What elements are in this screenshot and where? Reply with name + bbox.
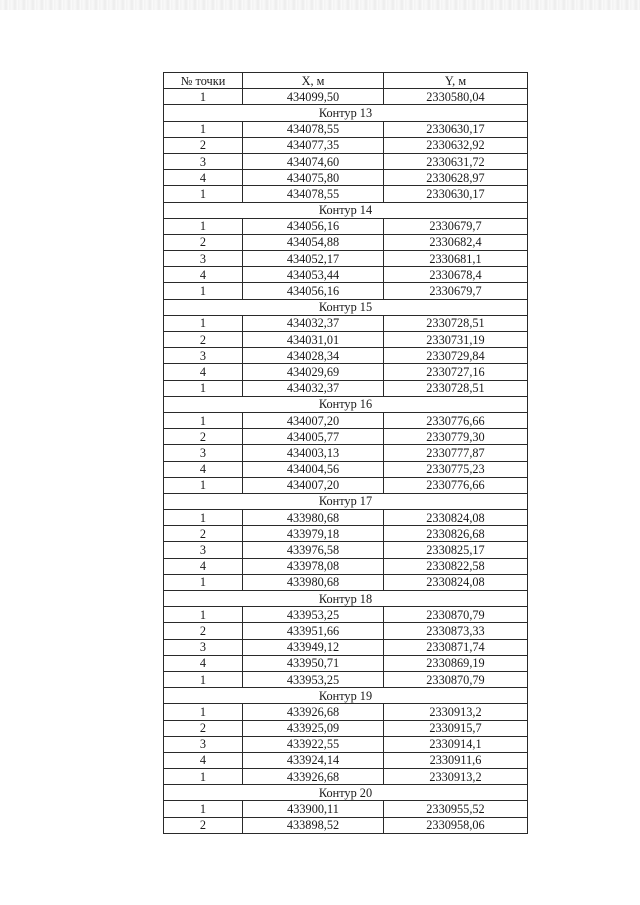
x-coordinate-cell: 433976,58 [243,542,384,558]
point-number-cell: 2 [164,623,243,639]
table-row [164,348,528,364]
table-row [164,639,528,655]
y-coordinate-cell: 2330777,87 [384,445,528,461]
table-row [164,558,528,574]
point-number-cell: 1 [164,283,243,299]
point-number-cell: 4 [164,461,243,477]
point-number-cell: 1 [164,121,243,137]
point-number-cell: 1 [164,801,243,817]
point-number-cell: 2 [164,234,243,250]
y-coordinate-cell: 2330779,30 [384,429,528,445]
point-number-cell: 3 [164,542,243,558]
x-coordinate-cell: 434032,37 [243,315,384,331]
table-row [164,186,528,202]
point-number-cell: 1 [164,218,243,234]
x-coordinate-cell: 434056,16 [243,218,384,234]
point-number-cell: 3 [164,736,243,752]
y-coordinate-cell: 2330914,1 [384,736,528,752]
y-coordinate-cell: 2330731,19 [384,332,528,348]
x-coordinate-cell: 433980,68 [243,574,384,590]
point-number-cell: 2 [164,332,243,348]
x-coordinate-cell: 434004,56 [243,461,384,477]
table-row [164,380,528,396]
table-row [164,752,528,768]
table-header-row [164,73,528,89]
y-coordinate-cell: 2330824,08 [384,510,528,526]
x-coordinate-cell: 434074,60 [243,153,384,169]
contour-row [164,299,528,315]
x-coordinate-cell: 434005,77 [243,429,384,445]
x-coordinate-cell: 433978,08 [243,558,384,574]
point-number-cell: 2 [164,429,243,445]
table-row [164,170,528,186]
point-number-cell: 1 [164,89,243,105]
table-row [164,315,528,331]
y-coordinate-cell: 2330580,04 [384,89,528,105]
table-row [164,251,528,267]
point-number-cell: 4 [164,170,243,186]
y-coordinate-cell: 2330958,06 [384,817,528,833]
y-coordinate-cell: 2330728,51 [384,380,528,396]
contour-row [164,396,528,412]
document-page [163,72,527,834]
table-row [164,510,528,526]
point-number-cell: 3 [164,639,243,655]
header-point-number: № точки [164,73,243,89]
coordinates-table [163,72,528,834]
y-coordinate-cell: 2330679,7 [384,218,528,234]
y-coordinate-cell: 2330913,2 [384,704,528,720]
point-number-cell: 4 [164,267,243,283]
y-coordinate-cell: 2330913,2 [384,769,528,785]
header-y-coordinate: Y, м [384,73,528,89]
point-number-cell: 3 [164,348,243,364]
table-row [164,720,528,736]
y-coordinate-cell: 2330915,7 [384,720,528,736]
x-coordinate-cell: 434078,55 [243,121,384,137]
x-coordinate-cell: 433922,55 [243,736,384,752]
y-coordinate-cell: 2330955,52 [384,801,528,817]
x-coordinate-cell: 434052,17 [243,251,384,267]
x-coordinate-cell: 433900,11 [243,801,384,817]
x-coordinate-cell: 434053,44 [243,267,384,283]
contour-title: Контур 19 [164,688,528,704]
point-number-cell: 3 [164,445,243,461]
point-number-cell: 1 [164,607,243,623]
point-number-cell: 3 [164,251,243,267]
y-coordinate-cell: 2330729,84 [384,348,528,364]
x-coordinate-cell: 433926,68 [243,769,384,785]
contour-row [164,785,528,801]
y-coordinate-cell: 2330870,79 [384,607,528,623]
point-number-cell: 2 [164,817,243,833]
table-row [164,542,528,558]
x-coordinate-cell: 433925,09 [243,720,384,736]
point-number-cell: 1 [164,704,243,720]
table-body [164,89,528,834]
table-row [164,412,528,428]
contour-title: Контур 16 [164,396,528,412]
y-coordinate-cell: 2330630,17 [384,186,528,202]
table-row [164,655,528,671]
contour-row [164,591,528,607]
table-row [164,574,528,590]
point-number-cell: 4 [164,364,243,380]
y-coordinate-cell: 2330776,66 [384,412,528,428]
point-number-cell: 1 [164,186,243,202]
x-coordinate-cell: 433953,25 [243,671,384,687]
table-row [164,769,528,785]
table-row [164,477,528,493]
x-coordinate-cell: 434007,20 [243,412,384,428]
x-coordinate-cell: 434007,20 [243,477,384,493]
table-row [164,267,528,283]
y-coordinate-cell: 2330826,68 [384,526,528,542]
x-coordinate-cell: 433979,18 [243,526,384,542]
y-coordinate-cell: 2330824,08 [384,574,528,590]
y-coordinate-cell: 2330632,92 [384,137,528,153]
x-coordinate-cell: 434056,16 [243,283,384,299]
x-coordinate-cell: 433950,71 [243,655,384,671]
x-coordinate-cell: 434054,88 [243,234,384,250]
table-row [164,153,528,169]
point-number-cell: 1 [164,574,243,590]
point-number-cell: 2 [164,720,243,736]
point-number-cell: 1 [164,510,243,526]
x-coordinate-cell: 433953,25 [243,607,384,623]
y-coordinate-cell: 2330911,6 [384,752,528,768]
point-number-cell: 1 [164,315,243,331]
table-row [164,332,528,348]
y-coordinate-cell: 2330825,17 [384,542,528,558]
contour-title: Контур 14 [164,202,528,218]
point-number-cell: 2 [164,526,243,542]
table-row [164,283,528,299]
point-number-cell: 4 [164,752,243,768]
x-coordinate-cell: 433926,68 [243,704,384,720]
table-row [164,445,528,461]
contour-row [164,105,528,121]
table-row [164,461,528,477]
point-number-cell: 1 [164,477,243,493]
x-coordinate-cell: 434077,35 [243,137,384,153]
x-coordinate-cell: 433898,52 [243,817,384,833]
contour-title: Контур 17 [164,493,528,509]
contour-row [164,688,528,704]
table-row [164,817,528,833]
point-number-cell: 1 [164,380,243,396]
table-row [164,736,528,752]
y-coordinate-cell: 2330679,7 [384,283,528,299]
x-coordinate-cell: 434028,34 [243,348,384,364]
table-row [164,218,528,234]
x-coordinate-cell: 434003,13 [243,445,384,461]
table-row [164,801,528,817]
y-coordinate-cell: 2330775,23 [384,461,528,477]
contour-title: Контур 18 [164,591,528,607]
point-number-cell: 1 [164,412,243,428]
point-number-cell: 3 [164,153,243,169]
y-coordinate-cell: 2330727,16 [384,364,528,380]
point-number-cell: 2 [164,137,243,153]
y-coordinate-cell: 2330870,79 [384,671,528,687]
contour-title: Контур 15 [164,299,528,315]
y-coordinate-cell: 2330776,66 [384,477,528,493]
contour-row [164,493,528,509]
table-row [164,671,528,687]
x-coordinate-cell: 433980,68 [243,510,384,526]
table-row [164,429,528,445]
y-coordinate-cell: 2330871,74 [384,639,528,655]
y-coordinate-cell: 2330682,4 [384,234,528,250]
y-coordinate-cell: 2330678,4 [384,267,528,283]
y-coordinate-cell: 2330873,33 [384,623,528,639]
contour-title: Контур 13 [164,105,528,121]
table-row [164,121,528,137]
table-row [164,607,528,623]
header-x-coordinate: X, м [243,73,384,89]
table-row [164,364,528,380]
contour-row [164,202,528,218]
x-coordinate-cell: 434078,55 [243,186,384,202]
y-coordinate-cell: 2330628,97 [384,170,528,186]
table-row [164,234,528,250]
x-coordinate-cell: 433949,12 [243,639,384,655]
scan-edge [0,0,640,10]
x-coordinate-cell: 434032,37 [243,380,384,396]
x-coordinate-cell: 434099,50 [243,89,384,105]
table-row [164,623,528,639]
x-coordinate-cell: 434031,01 [243,332,384,348]
point-number-cell: 4 [164,558,243,574]
y-coordinate-cell: 2330630,17 [384,121,528,137]
y-coordinate-cell: 2330631,72 [384,153,528,169]
contour-title: Контур 20 [164,785,528,801]
x-coordinate-cell: 434029,69 [243,364,384,380]
table-row [164,704,528,720]
point-number-cell: 1 [164,769,243,785]
y-coordinate-cell: 2330681,1 [384,251,528,267]
x-coordinate-cell: 434075,80 [243,170,384,186]
x-coordinate-cell: 433951,66 [243,623,384,639]
table-row [164,526,528,542]
point-number-cell: 4 [164,655,243,671]
y-coordinate-cell: 2330728,51 [384,315,528,331]
y-coordinate-cell: 2330869,19 [384,655,528,671]
point-number-cell: 1 [164,671,243,687]
x-coordinate-cell: 433924,14 [243,752,384,768]
table-row [164,137,528,153]
y-coordinate-cell: 2330822,58 [384,558,528,574]
table-row [164,89,528,105]
